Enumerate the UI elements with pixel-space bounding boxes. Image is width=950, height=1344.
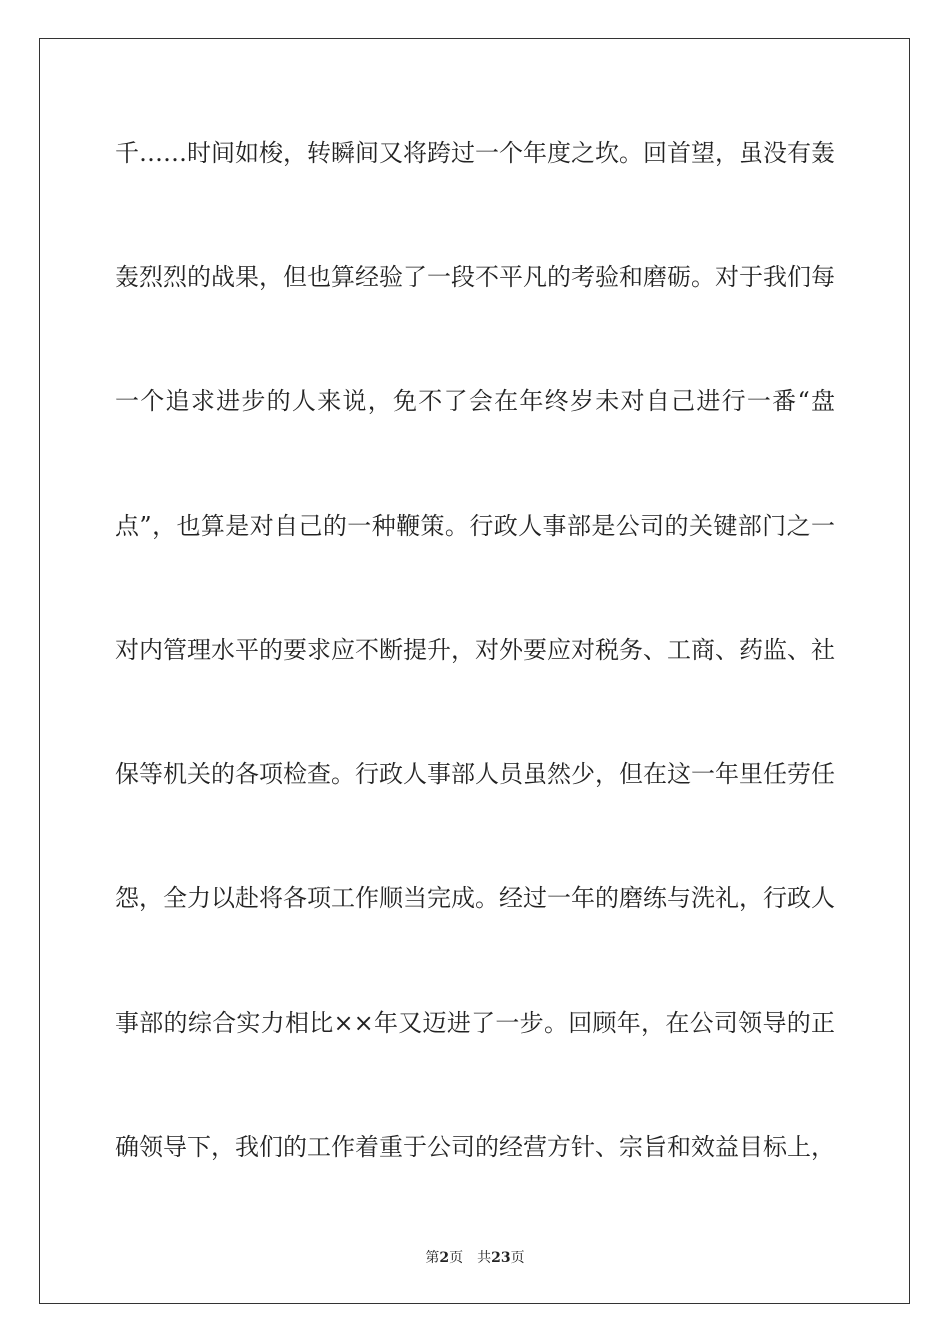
body-text-line-2: 轰烈烈的战果，但也算经验了一段不平凡的考验和磨砺。对于我们每 bbox=[115, 263, 835, 291]
body-text-line-1: 千……时间如梭，转瞬间又将跨过一个年度之坎。回首望，虽没有轰 bbox=[115, 139, 835, 167]
body-text-line-6: 保等机关的各项检查。行政人事部人员虽然少，但在这一年里任劳任 bbox=[115, 760, 835, 788]
body-text-line-3: 一个追求进步的人来说，免不了会在年终岁未对自己进行一番“盘 bbox=[115, 387, 835, 415]
body-text-line-7: 怨，全力以赴将各项工作顺当完成。经过一年的磨练与洗礼，行政人 bbox=[115, 884, 835, 912]
total-pages: 23 bbox=[491, 1250, 511, 1266]
total-prefix: 共 bbox=[477, 1250, 492, 1266]
page-suffix: 页 bbox=[449, 1250, 464, 1266]
page-border bbox=[39, 38, 910, 1304]
total-suffix: 页 bbox=[510, 1250, 525, 1266]
page-footer bbox=[0, 1247, 950, 1267]
body-text-line-9: 确领导下，我们的工作着重于公司的经营方针、宗旨和效益目标上， bbox=[115, 1133, 835, 1161]
page-number: 2 bbox=[439, 1250, 450, 1266]
page-prefix: 第 bbox=[425, 1250, 440, 1266]
body-text-line-4: 点”，也算是对自己的一种鞭策。行政人事部是公司的关键部门之一 bbox=[115, 512, 835, 540]
body-text-line-5: 对内管理水平的要求应不断提升，对外要应对税务、工商、药监、社 bbox=[115, 636, 835, 664]
body-text-line-8: 事部的综合实力相比××年又迈进了一步。回顾年，在公司领导的正 bbox=[115, 1009, 835, 1037]
